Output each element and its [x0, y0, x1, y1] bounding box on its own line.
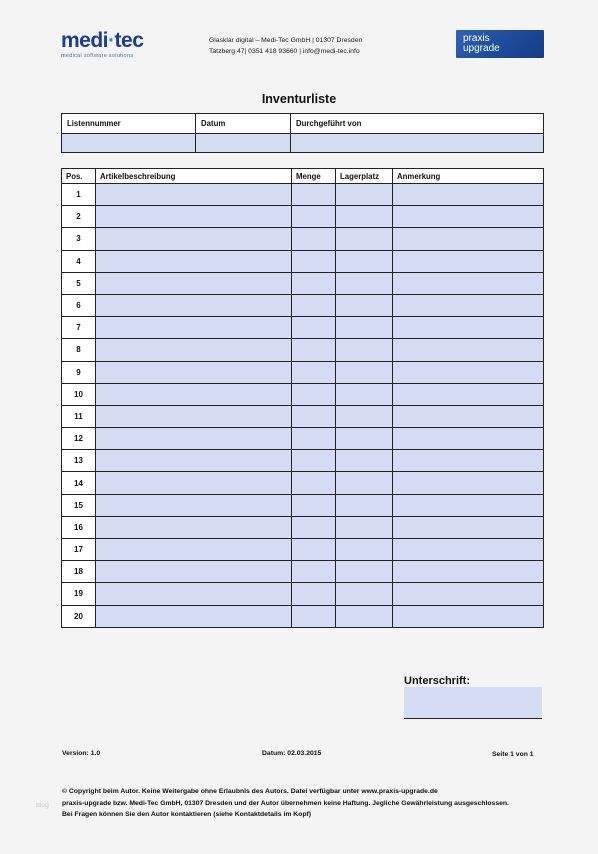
anmerkung-cell[interactable]: [393, 472, 544, 494]
menge-cell[interactable]: [292, 428, 336, 450]
row-position: 17: [62, 539, 96, 561]
table-row: [62, 361, 544, 383]
menge-cell[interactable]: [292, 472, 336, 494]
artikelbeschreibung-cell[interactable]: [96, 428, 292, 450]
row-position: 16: [62, 516, 96, 538]
artikelbeschreibung-cell[interactable]: [96, 472, 292, 494]
footer-date: Datum: 02.03.2015: [262, 750, 322, 757]
artikelbeschreibung-cell[interactable]: [96, 405, 292, 427]
anmerkung-cell[interactable]: [393, 361, 544, 383]
lagerplatz-cell[interactable]: [336, 383, 393, 405]
lagerplatz-cell[interactable]: [336, 494, 393, 516]
artikelbeschreibung-cell[interactable]: [96, 272, 292, 294]
legal-line2: praxis-upgrade bzw. Medi-Tec GmbH, 01307 Dresden und der Autor übernehmen keine Haftung. Jegliche Gewährleistung ausgeschlossen.: [62, 799, 509, 807]
anmerkung-cell[interactable]: [393, 228, 544, 250]
artikelbeschreibung-cell[interactable]: [96, 450, 292, 472]
meta-table: [61, 113, 544, 153]
signature-field[interactable]: [404, 687, 542, 719]
anmerkung-cell[interactable]: [393, 317, 544, 339]
row-position: 8: [62, 339, 96, 361]
lagerplatz-cell[interactable]: [336, 184, 393, 206]
lagerplatz-cell[interactable]: [336, 516, 393, 538]
lagerplatz-cell[interactable]: [336, 361, 393, 383]
artikelbeschreibung-cell[interactable]: [96, 250, 292, 272]
footer-version: Version: 1.0: [62, 750, 101, 757]
menge-cell[interactable]: [292, 561, 336, 583]
lagerplatz-cell[interactable]: [336, 450, 393, 472]
menge-cell[interactable]: [292, 450, 336, 472]
anmerkung-cell[interactable]: [393, 339, 544, 361]
row-position: 18: [62, 561, 96, 583]
menge-cell[interactable]: [292, 228, 336, 250]
artikelbeschreibung-cell[interactable]: [96, 383, 292, 405]
lagerplatz-cell[interactable]: [336, 228, 393, 250]
table-row: [62, 294, 544, 316]
meta-header-datum: Datum: [196, 114, 291, 134]
header-lagerplatz: Lagerplatz: [336, 169, 393, 184]
praxis-upgrade-logo-line1: praxis: [463, 33, 490, 44]
row-position: 20: [62, 605, 96, 627]
artikelbeschreibung-cell[interactable]: [96, 516, 292, 538]
artikelbeschreibung-cell[interactable]: [96, 561, 292, 583]
anmerkung-cell[interactable]: [393, 184, 544, 206]
row-position: 14: [62, 472, 96, 494]
anmerkung-cell[interactable]: [393, 383, 544, 405]
artikelbeschreibung-cell[interactable]: [96, 361, 292, 383]
row-position: 15: [62, 494, 96, 516]
row-position: 1: [62, 184, 96, 206]
header-pos: Pos.: [62, 169, 96, 184]
anmerkung-cell[interactable]: [393, 583, 544, 605]
menge-cell[interactable]: [292, 539, 336, 561]
durchgefuehrt-field[interactable]: [291, 134, 544, 153]
lagerplatz-cell[interactable]: [336, 405, 393, 427]
anmerkung-cell[interactable]: [393, 272, 544, 294]
artikelbeschreibung-cell[interactable]: [96, 539, 292, 561]
meta-input-row: [62, 134, 544, 153]
document-title: Inventurliste: [261, 92, 337, 106]
table-row: [62, 516, 544, 538]
anmerkung-cell[interactable]: [393, 294, 544, 316]
lagerplatz-cell[interactable]: [336, 250, 393, 272]
row-position: 3: [62, 228, 96, 250]
table-row: [62, 405, 544, 427]
company-info-line2: Tatzberg 47| 0351 418 93660 | info@medi-tec.info: [209, 48, 360, 55]
anmerkung-cell[interactable]: [393, 428, 544, 450]
artikelbeschreibung-cell[interactable]: [96, 206, 292, 228]
meta-header-row: [62, 114, 544, 134]
lagerplatz-cell[interactable]: [336, 317, 393, 339]
menge-cell[interactable]: [292, 583, 336, 605]
inventory-header-row: [62, 169, 544, 184]
table-row: [62, 605, 544, 627]
watermark: blog: [36, 802, 49, 809]
menge-cell[interactable]: [292, 405, 336, 427]
anmerkung-cell[interactable]: [393, 405, 544, 427]
anmerkung-cell[interactable]: [393, 250, 544, 272]
table-row: [62, 317, 544, 339]
menge-cell[interactable]: [292, 184, 336, 206]
row-position: 11: [62, 405, 96, 427]
medi-tec-logo: [61, 30, 143, 59]
row-position: 2: [62, 206, 96, 228]
table-row: [62, 250, 544, 272]
row-position: 19: [62, 583, 96, 605]
praxis-upgrade-logo-line2: upgrade: [463, 43, 500, 54]
medi-tec-logo-wordmark: medi·tec: [61, 29, 144, 52]
legal-line1: © Copyright beim Autor. Keine Weitergabe ohne Erlaubnis des Autors. Datei verfügbar unter www.praxis-upgrade.de: [62, 788, 438, 795]
table-row: [62, 450, 544, 472]
anmerkung-cell[interactable]: [393, 494, 544, 516]
header-menge: Menge: [292, 169, 336, 184]
row-position: 9: [62, 361, 96, 383]
menge-cell[interactable]: [292, 383, 336, 405]
artikelbeschreibung-cell[interactable]: [96, 494, 292, 516]
row-position: 7: [62, 317, 96, 339]
lagerplatz-cell[interactable]: [336, 339, 393, 361]
lagerplatz-cell[interactable]: [336, 583, 393, 605]
table-row: [62, 539, 544, 561]
legal-notice: [62, 786, 509, 821]
menge-cell[interactable]: [292, 605, 336, 627]
datum-field[interactable]: [196, 134, 291, 153]
table-row: [62, 206, 544, 228]
praxis-upgrade-logo: [456, 30, 544, 58]
artikelbeschreibung-cell[interactable]: [96, 317, 292, 339]
table-row: [62, 472, 544, 494]
row-position: 6: [62, 294, 96, 316]
menge-cell[interactable]: [292, 272, 336, 294]
artikelbeschreibung-cell[interactable]: [96, 339, 292, 361]
table-row: [62, 339, 544, 361]
anmerkung-cell[interactable]: [393, 539, 544, 561]
artikelbeschreibung-cell[interactable]: [96, 228, 292, 250]
table-row: [62, 228, 544, 250]
table-row: [62, 272, 544, 294]
company-info-line1: Glasklar digital – Medi-Tec GmbH | 01307 Dresden: [209, 37, 363, 44]
table-row: [62, 184, 544, 206]
table-row: [62, 583, 544, 605]
menge-cell[interactable]: [292, 361, 336, 383]
menge-cell[interactable]: [292, 317, 336, 339]
anmerkung-cell[interactable]: [393, 206, 544, 228]
artikelbeschreibung-cell[interactable]: [96, 184, 292, 206]
header-artikelbeschreibung: Artikelbeschreibung: [96, 169, 292, 184]
header-anmerkung: Anmerkung: [393, 169, 544, 184]
inventory-table: [61, 168, 544, 628]
anmerkung-cell[interactable]: [393, 561, 544, 583]
meta-header-listennummer: Listennummer: [62, 114, 196, 134]
artikelbeschreibung-cell[interactable]: [96, 294, 292, 316]
signature-label: Unterschrift:: [404, 675, 471, 687]
footer-page-number: Seite 1 von 1: [492, 751, 534, 758]
medi-tec-logo-subtitle: medical software solutions: [61, 53, 134, 59]
table-row: [62, 428, 544, 450]
artikelbeschreibung-cell[interactable]: [96, 583, 292, 605]
lagerplatz-cell[interactable]: [336, 561, 393, 583]
anmerkung-cell[interactable]: [393, 450, 544, 472]
row-position: 4: [62, 250, 96, 272]
menge-cell[interactable]: [292, 494, 336, 516]
inventory-body: [62, 184, 544, 628]
lagerplatz-cell[interactable]: [336, 472, 393, 494]
menge-cell[interactable]: [292, 339, 336, 361]
artikelbeschreibung-cell[interactable]: [96, 605, 292, 627]
row-position: 12: [62, 428, 96, 450]
menge-cell[interactable]: [292, 206, 336, 228]
table-row: [62, 383, 544, 405]
anmerkung-cell[interactable]: [393, 516, 544, 538]
row-position: 5: [62, 272, 96, 294]
lagerplatz-cell[interactable]: [336, 294, 393, 316]
row-position: 13: [62, 450, 96, 472]
company-info: [209, 35, 362, 57]
lagerplatz-cell[interactable]: [336, 428, 393, 450]
lagerplatz-cell[interactable]: [336, 605, 393, 627]
lagerplatz-cell[interactable]: [336, 539, 393, 561]
listennummer-field[interactable]: [62, 134, 196, 153]
lagerplatz-cell[interactable]: [336, 272, 393, 294]
table-row: [62, 561, 544, 583]
menge-cell[interactable]: [292, 516, 336, 538]
table-row: [62, 494, 544, 516]
meta-header-durchgefuehrt: Durchgeführt von: [291, 114, 544, 134]
lagerplatz-cell[interactable]: [336, 206, 393, 228]
anmerkung-cell[interactable]: [393, 605, 544, 627]
legal-line3: Bei Fragen können Sie den Autor kontaktieren (siehe Kontaktdetails im Kopf): [62, 811, 312, 818]
menge-cell[interactable]: [292, 250, 336, 272]
row-position: 10: [62, 383, 96, 405]
menge-cell[interactable]: [292, 294, 336, 316]
